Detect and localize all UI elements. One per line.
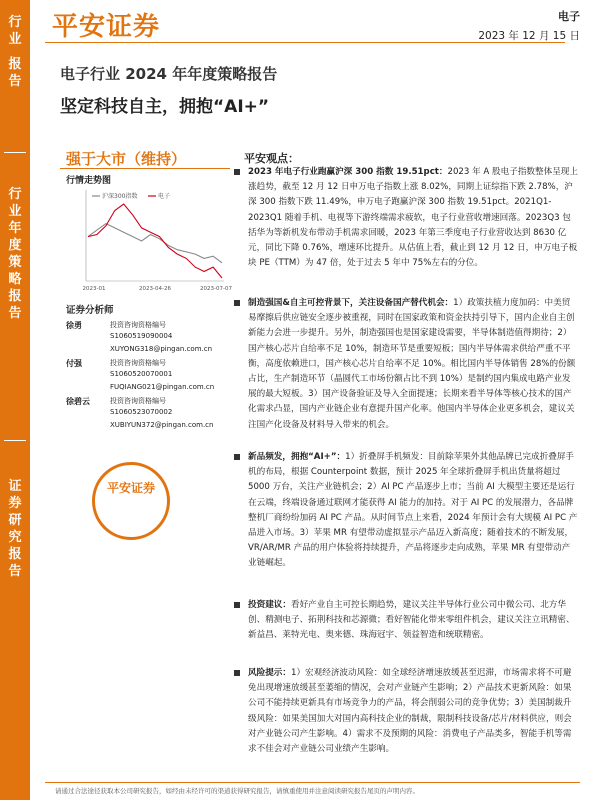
industry-rating: 强于大市（维持） — [66, 150, 187, 168]
bullet-marker-icon — [234, 300, 240, 306]
sector-label: 电子 — [558, 10, 580, 23]
bullet-heading: 投资建议： — [248, 600, 291, 610]
sidebar-block-annual-strategy — [0, 186, 30, 322]
series-line-1 — [88, 204, 222, 278]
analyst-email[interactable]: XUYONG318@pingan.com.cn — [110, 345, 213, 353]
analyst-role: 投资咨询资格编号 — [110, 321, 166, 329]
bullet-heading: 2023 年电子行业跑赢沪深 300 指数 19.51pct： — [248, 167, 448, 177]
market-trend-chart — [66, 186, 232, 296]
analyst-cert: S1060519090004 — [110, 332, 173, 340]
sidebar-char: 行 — [8, 187, 22, 202]
report-date: 2023 年 12 月 15 日 — [478, 30, 580, 42]
sidebar-divider — [4, 152, 26, 153]
header-divider — [45, 42, 565, 43]
sidebar-char: 券 — [8, 496, 22, 511]
analyst-role: 投资咨询资格编号 — [110, 397, 166, 405]
sidebar-char: 研 — [8, 513, 22, 528]
trend-chart-svg — [66, 186, 232, 296]
analyst-role: 投资咨询资格编号 — [110, 359, 166, 367]
bullet-heading: 新品频发，拥抱“AI+”： — [248, 452, 346, 462]
bullet-body: 2023 年 A 股电子指数整体呈现上涨趋势，截至 12 月 12 日申万电子指数上涨 8.02%，同期上证综指下跌 2.78%，沪深 300 指数下跌 11.49%，申万电子跑赢沪深 300 指数 19.51pct。2021Q1-2023Q1 随着手机、电视等下游终端需求疲软，电子行业营收增速回落。2023Q3 包括华为等新机发布带动手机需求回暖，2023 年第三季度电子行业营收达到 8630 亿元，同比下降 0.76%，增速环比提升。从估值上看，截止到 12 月 12 日，申万电子板块 PE（TTM）为 47 倍，处于过去 5 年中 75%左右的分位。 — [248, 167, 578, 269]
sidebar-char: 业 — [8, 204, 22, 219]
sidebar-char: 证 — [8, 479, 22, 494]
analyst-details — [110, 358, 172, 380]
x-tick-label: 2023-07-07 — [200, 286, 232, 292]
sidebar-block-report-type — [0, 14, 30, 90]
sidebar-char: 告 — [8, 306, 22, 321]
footer-disclaimer: 请通过合法途径获取本公司研究报告，如经由未经许可的渠道获得研究报告，请慎重使用并注意阅读研究报告尾页的声明内容。 — [55, 787, 419, 795]
sidebar-char: 报 — [8, 289, 22, 304]
bullet-marker-icon — [234, 169, 240, 175]
stamp-text: 平安证券 — [106, 481, 155, 495]
sidebar-char: 究 — [8, 530, 22, 545]
bullet-body: 看好产业自主可控长期趋势，建议关注半导体行业公司中微公司、北方华创、精测电子、拓荆科技和芯源微；看好智能化带来零组件机会，建议关注立讯精密、新益昌、莱特光电、奥来德、珠海冠宇、领益智造和统联精密。 — [248, 600, 575, 641]
bullet-marker-icon — [234, 670, 240, 676]
analyst-name: 付强 — [66, 359, 82, 368]
report-subtitle: 坚定科技自主，拥抱“AI+” — [60, 97, 270, 117]
sidebar-char: 策 — [8, 255, 22, 270]
viewpoint-title: 平安观点： — [244, 152, 299, 165]
company-logo: 平安证券 — [52, 12, 161, 42]
sidebar-char: 报 — [8, 547, 22, 562]
sidebar — [0, 0, 30, 800]
chart-legend — [92, 192, 170, 200]
sidebar-char: 行 — [8, 15, 22, 30]
x-tick-label: 2023-04-26 — [139, 286, 171, 292]
sidebar-char: 报 — [8, 57, 22, 72]
bullet-body: 1）折叠屏手机频发：目前除苹果外其他品牌已完成折叠屏手机的布局，根据 Counterpoint 数据，预计 2025 年全球折叠屏手机出货量将超过 5000 万台，关注产业链机会；2）AI PC 产品逐步上市；当前 AI 大模型主要还是运行在云端，终端设备通过联网才能获得 AI 能力的加持。对于 AI PC 的发展潜力，各品牌整机厂商纷纷加码 AI PC 产品。从时间节点上来看，2024 年预计会有大规模 AI PC 产品进入市场。3）苹果 MR 有望带动虚拟显示产品迈入新高度；随着技术的不断发展，VR/AR/MR 产品的用户体验将持续提升，产品将逐步走向成熟，苹果 MR 有望带动产业链崛起。 — [248, 452, 578, 569]
analyst-email[interactable]: FUQIANG021@pingan.com.cn — [110, 383, 215, 391]
series-line-0 — [88, 224, 222, 263]
chart-title: 行情走势图 — [66, 176, 112, 186]
viewpoint-bullet — [248, 666, 578, 757]
bullet-heading: 风险提示： — [248, 668, 291, 678]
sidebar-divider — [4, 440, 26, 441]
sidebar-char: 告 — [8, 74, 22, 89]
viewpoint-bullet — [248, 165, 578, 271]
sidebar-char: 年 — [8, 221, 22, 236]
sidebar-char: 略 — [8, 272, 22, 287]
viewpoint-bullet — [248, 296, 578, 433]
analyst-email[interactable]: XUBIYUN372@pingan.com.cn — [110, 421, 214, 429]
rating-divider — [60, 168, 230, 169]
footer-divider — [45, 782, 580, 783]
bullet-marker-icon — [234, 454, 240, 460]
legend-label-hs300: 沪深300指数 — [102, 193, 138, 200]
sidebar-block-research — [0, 478, 30, 580]
viewpoint-bullet — [248, 450, 578, 572]
analyst-name: 徐勇 — [66, 321, 82, 330]
company-stamp — [92, 462, 170, 540]
report-title: 电子行业 2024 年年度策略报告 — [60, 65, 278, 83]
analyst-details — [110, 396, 172, 418]
sidebar-char: 度 — [8, 238, 22, 253]
viewpoint-bullet — [248, 598, 578, 644]
analyst-name: 徐碧云 — [66, 397, 90, 406]
bullet-marker-icon — [234, 602, 240, 608]
x-tick-label: 2023-01 — [82, 286, 106, 292]
sidebar-char: 业 — [8, 32, 22, 47]
analyst-cert: S1060520070001 — [110, 370, 173, 378]
bullet-body: 1）宏观经济波动风险：如全球经济增速放缓甚至迟滞，市场需求将不可避免出现增速放缓甚至萎缩的情况，会对产业链产生影响；2）产品技术更新风险：如果公司不能持续更新具有市场竞争力的产品，将会削弱公司的竞争优势；3）美国制裁升级风险：如果美国加大对国内高科技企业的制裁，限制科技设备/芯片/材料供应，则会对产业链公司产生影响。4）需求不及预期的风险：消费电子产品类多，智能手机等需求不佳会对产业链公司业绩产生影响。 — [248, 668, 572, 755]
legend-label-electronics: 电子 — [158, 193, 171, 200]
bullet-body: 1）政策扶植力度加码：中美贸易摩擦后供应链安全逐步被重视，同时在国家政策和资金扶持引导下，国内企业自主创新能力会进一步提升。另外，制造强国也是国家建设需要，半导体制造值得期待；2）国产核心芯片自给率不足 10%，制造环节是重要短板；国内半导体需求供给严重不平衡，高度依赖进口，国产核心芯片自给率不足 10%。相比国内半导体销售 28%的份额占比，生产制造环节（晶圆代工市场份额占比不到 10%）是制约国内集成电路产业发展的最大短板。3）国产设备验证及导入全面提速；长期来看半导体等核心技术的国产化需求凸显，国内产业链企业有意提升国产化率。他国内半导体企业更多机会，建议关注国产化设备及材料导入带来的机会。 — [248, 298, 576, 430]
bullet-heading: 制造强国&自主可控背景下，关注设备国产替代机会： — [248, 298, 454, 308]
analyst-cert: S1060523070002 — [110, 408, 173, 416]
sidebar-char: 告 — [8, 564, 22, 579]
analysts-title: 证券分析师 — [66, 305, 114, 316]
analyst-details — [110, 320, 172, 342]
